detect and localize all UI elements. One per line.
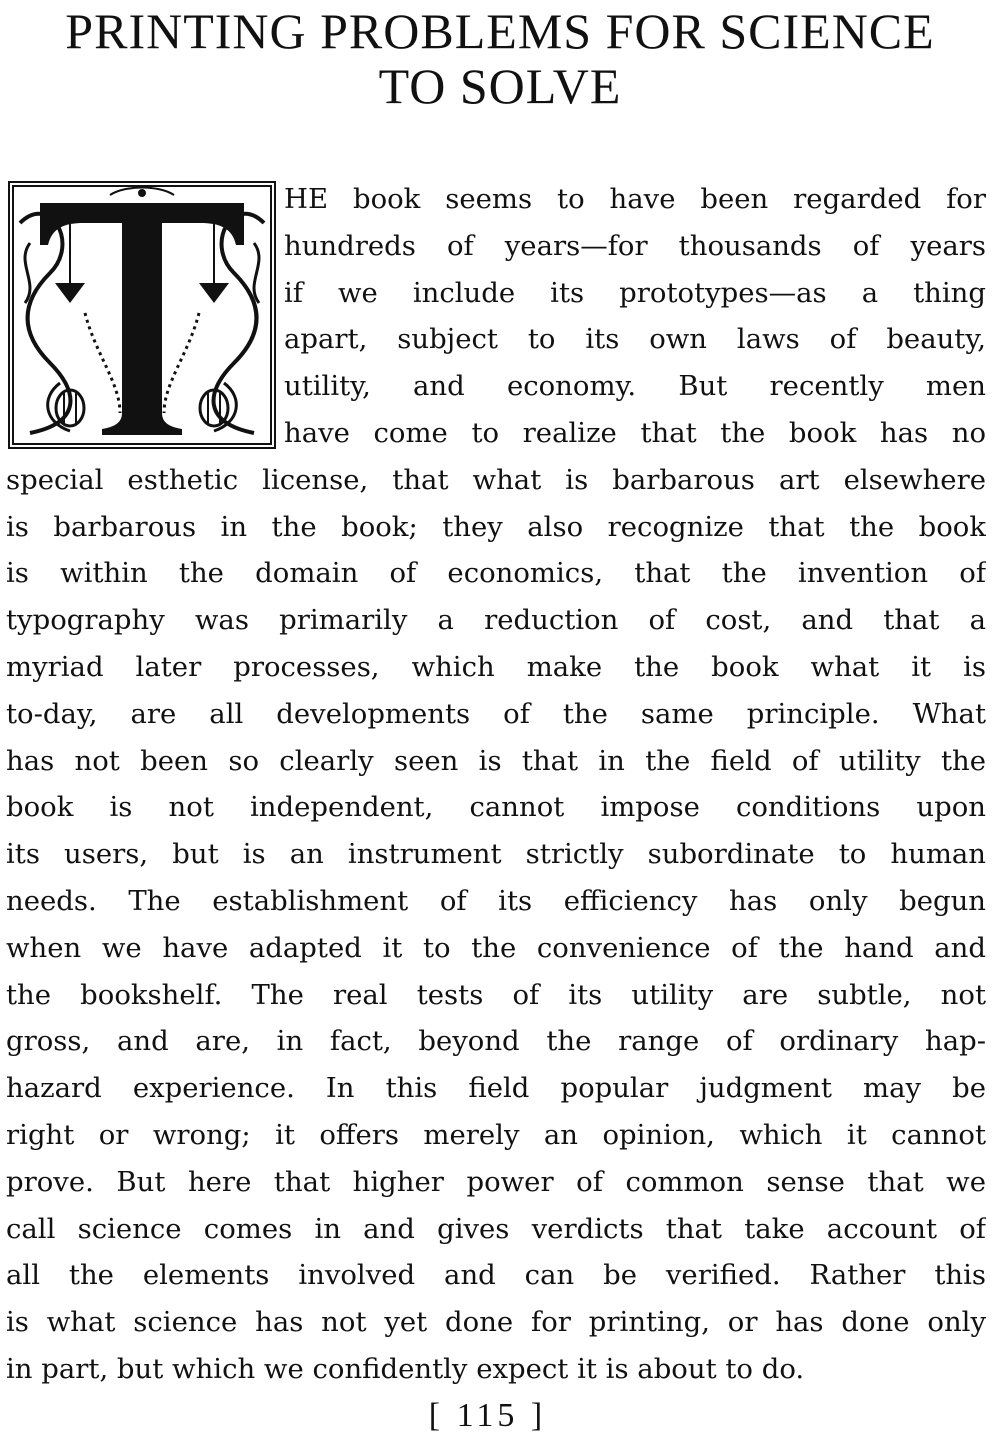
page-number: [ 115 ] <box>428 1397 547 1434</box>
text-line: the bookshelf. The real tests of its utility are subtle, not <box>6 978 986 1011</box>
text-line: call science comes in and gives verdicts that take account of <box>6 1212 986 1245</box>
text-line: apart, subject to its own laws of beauty, <box>284 323 986 356</box>
text-line: book is not independent, cannot impose conditions upon <box>6 791 986 824</box>
text-line: to-day, are all developments of the same principle. What <box>6 697 986 730</box>
text-line: its users, but is an instrument strictly subordinate to human <box>6 838 986 871</box>
text-line: is what science has not yet done for printing, or has done only <box>6 1306 986 1339</box>
text-line: have come to realize that the book has no <box>284 416 986 449</box>
chapter-title-line-2: TO SOLVE <box>378 58 622 114</box>
text-line: gross, and are, in fact, beyond the range of ordinary hap- <box>6 1025 986 1058</box>
chapter-title-line-1: PRINTING PROBLEMS FOR SCIENCE <box>65 3 935 59</box>
text-line: all the elements involved and can be verified. Rather this <box>6 1259 986 1292</box>
text-line: is within the domain of economics, that the invention of <box>6 557 986 590</box>
text-line: utility, and economy. But recently men <box>284 370 986 403</box>
body-paragraph <box>6 176 986 1393</box>
text-line: if we include its prototypes—as a thing <box>284 276 986 309</box>
text-line: special esthetic license, that what is barbarous art elsewhere <box>6 463 986 496</box>
text-line: HE book seems to have been regarded for <box>284 183 986 215</box>
text-line: typography was primarily a reduction of cost, and that a <box>6 604 986 637</box>
text-line: is barbarous in the book; they also recognize that the book <box>6 510 986 543</box>
text-line: when we have adapted it to the convenience of the hand and <box>6 931 986 964</box>
text-line: right or wrong; it offers merely an opinion, which it cannot <box>6 1118 986 1151</box>
text-line: prove. But here that higher power of common sense that we <box>6 1165 986 1198</box>
text-line: needs. The establishment of its efficiency has only begun <box>6 884 986 917</box>
text-line: has not been so clearly seen is that in the field of utility the <box>6 744 986 777</box>
text-line: hazard experience. In this field popular judgment may be <box>6 1072 986 1105</box>
text-line: hundreds of years—for thousands of years <box>284 229 986 262</box>
chapter-title <box>0 4 1000 114</box>
text-line: in part, but which we confidently expect it is about to do. <box>6 1352 805 1385</box>
text-line: myriad later processes, which make the book what it is <box>6 650 986 683</box>
